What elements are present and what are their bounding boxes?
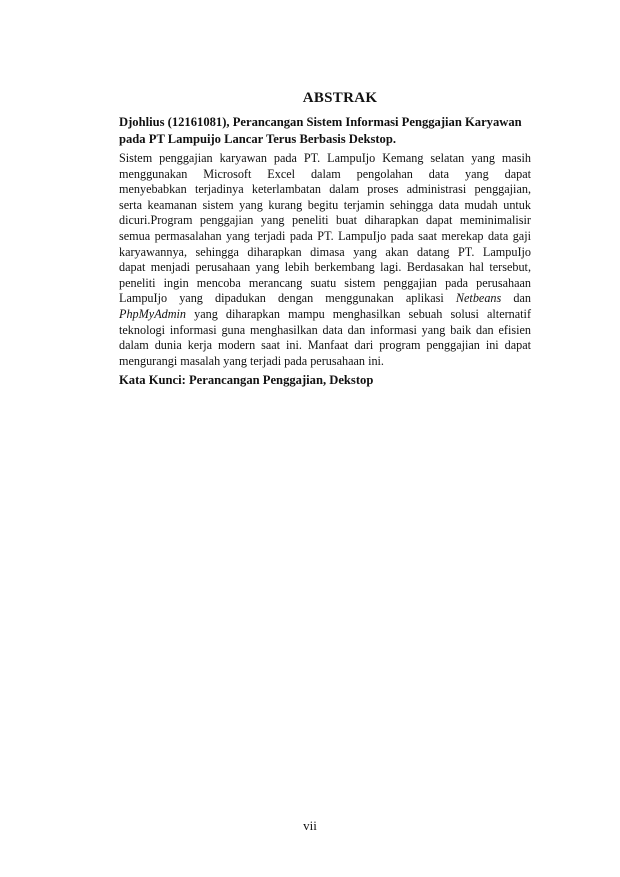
abstract-title: ABSTRAK — [302, 90, 378, 106]
body-italic-phpmyadmin: PhpMyAdmin — [119, 306, 187, 321]
body-line: menggunakan Microsoft Excel dalam pengolahan data yang dapat — [119, 166, 531, 181]
body-line: Sistem penggajian karyawan pada PT. LampuIjo Kemang selatan yang masih — [119, 151, 531, 165]
body-line: teknologi informasi guna menghasilkan data dan informasi yang baik dan efisien — [119, 322, 531, 337]
page-number: vii — [303, 818, 317, 833]
body-line: dicuri.Program penggajian yang peneliti buat diharapkan dapat meminimalisir — [119, 213, 531, 228]
body-text: dan — [513, 291, 532, 306]
body-line: dapat menjadi perusahaan yang lebih berkembang lagi. Berdasakan hal tersebut, — [119, 260, 531, 275]
keywords: Kata Kunci: Perancangan Penggajian, Dekstop — [119, 373, 374, 387]
body-italic-netbeans: Netbeans — [455, 291, 502, 306]
body-text: yang diharapkan mampu menghasilkan sebuah solusi alternatif — [194, 306, 531, 321]
body-text: LampuIjo yang dipadukan dengan menggunakan aplikasi — [119, 291, 444, 306]
body-line: dalam dunia kerja modern saat ini. Manfaat dari program penggajian ini dapat — [119, 338, 531, 353]
body-line: serta keamanan sistem yang kurang begitu terjamin sehingga data mudah untuk — [119, 197, 531, 212]
body-line: semua permasalahan yang terjadi pada PT. LampuIjo pada saat merekap data gaji — [119, 228, 531, 243]
abstract-body — [119, 151, 531, 369]
heading-line: pada PT Lampuijo Lancar Terus Berbasis Dekstop. — [119, 132, 397, 146]
body-line-netbeans — [119, 291, 531, 307]
heading-line: Djohlius (12161081), Perancangan Sistem Informasi Penggajian Karyawan — [119, 115, 522, 129]
abstract-heading — [119, 114, 539, 148]
body-line-phpmyadmin — [119, 307, 531, 323]
body-line: menyebabkan terjadinya keterlambatan dalam proses administrasi penggajian, — [119, 182, 531, 197]
body-line: mengurangi masalah yang terjadi pada perusahaan ini. — [119, 353, 384, 368]
body-line: karyawannya, sehingga diharapkan dimasa yang akan datang PT. LampuIjo — [119, 244, 531, 259]
body-line: peneliti ingin mencoba merancang suatu sistem penggajian pada perusahaan — [119, 275, 531, 290]
